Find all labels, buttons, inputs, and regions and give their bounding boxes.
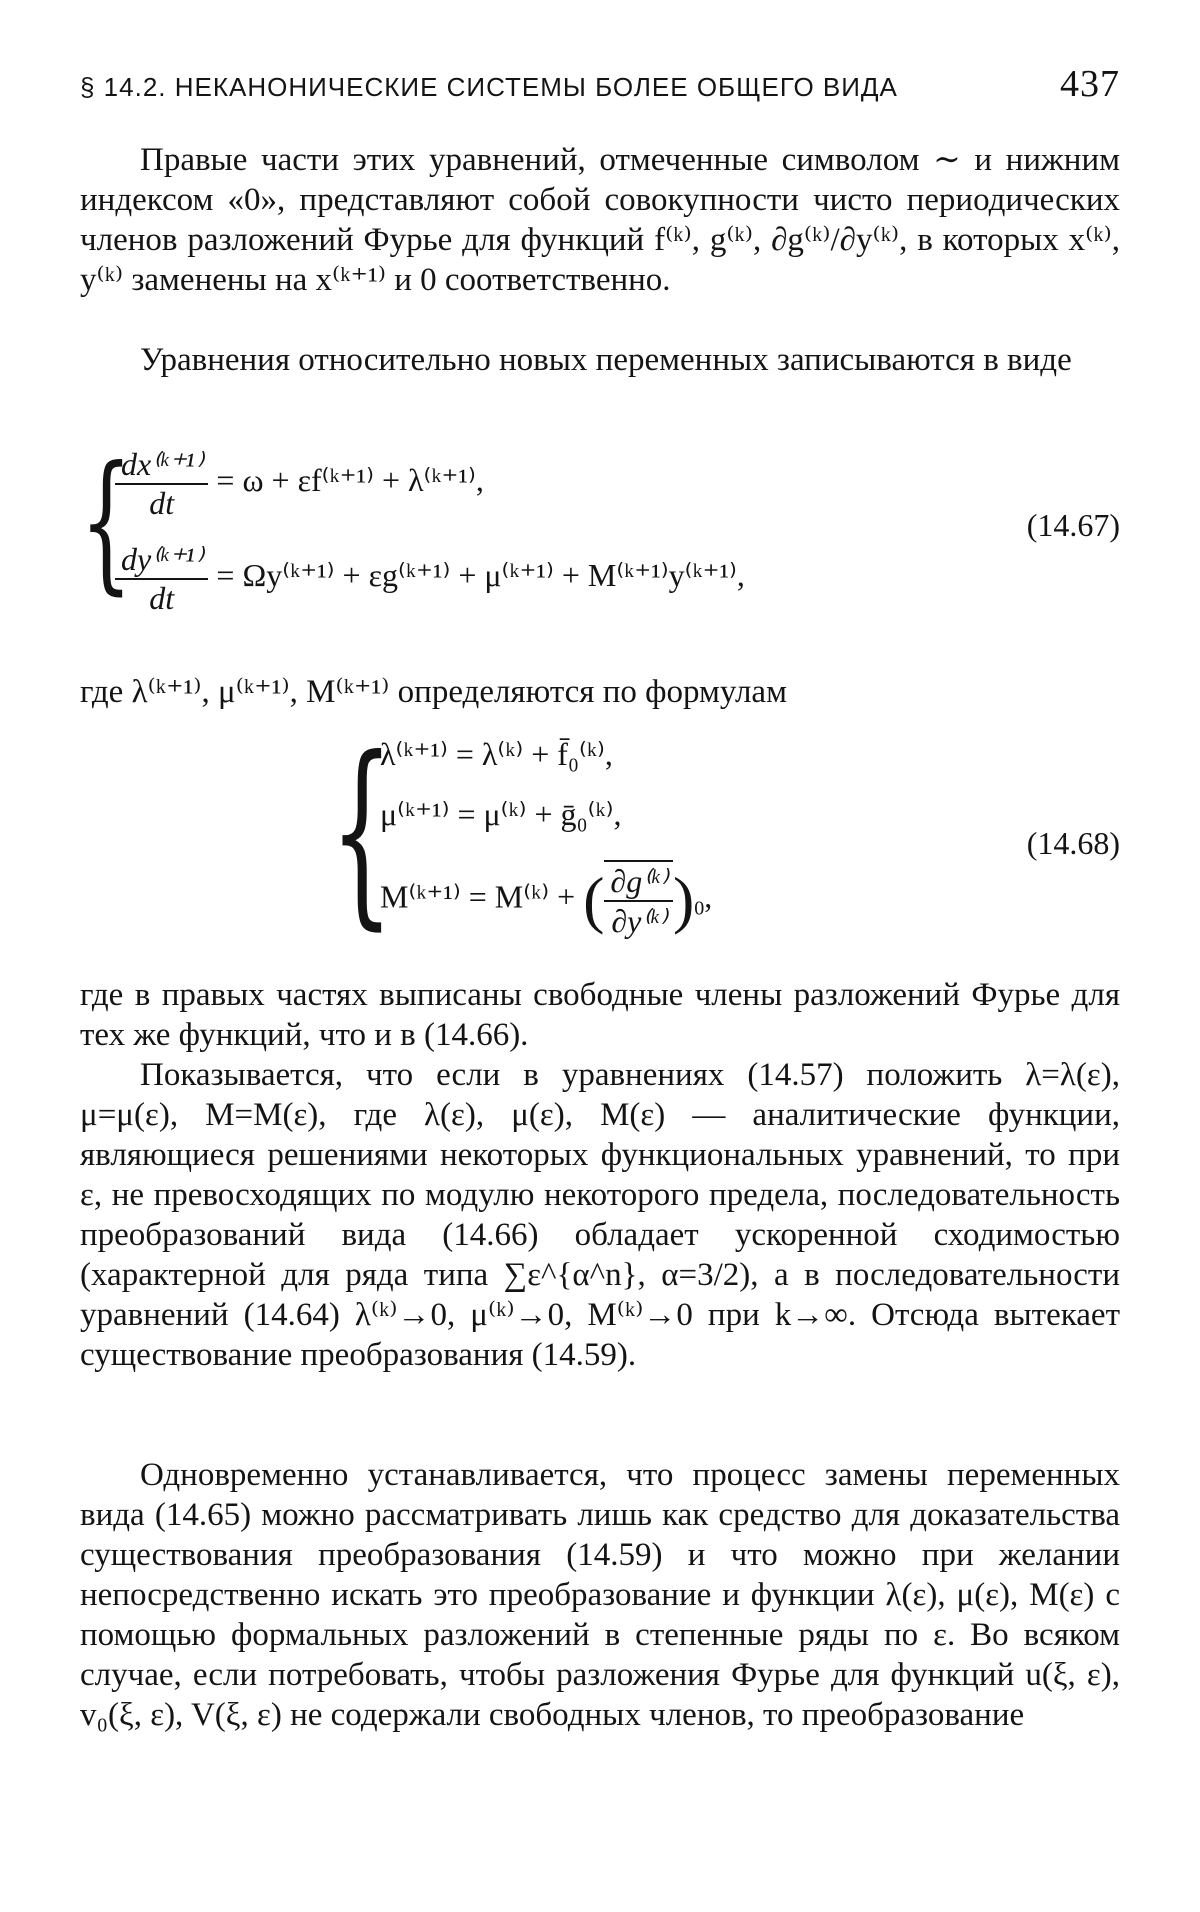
equation-14-67 <box>80 435 1120 625</box>
open-paren: ( <box>583 864 605 935</box>
paragraph-6: Одновременно устанавливается, что процесс замены переменных вида (14.65) можно рассматривать лишь как средство для доказательства существования преобразования (14.59) и что можно при желании непосредственно искать это преобразование и функции λ(ε), μ(ε), M(ε) с помощью формальных разложений в степенные ряды по ε. Во всяком случае, если потребовать, чтобы разложения Фурье для функций u(ξ, ε), v₀(ξ, ε), V(ξ, ε) не содержали свободных членов, то преобразование <box>80 1457 1120 1733</box>
fraction-denominator: dt <box>149 485 175 521</box>
paragraph-1: Правые части этих уравнений, отмеченные символом ∼ и нижним индексом «0», представляют собой совокупности чисто периодических членов разложений Фурье для функций f⁽ᵏ⁾, g⁽ᵏ⁾, ∂g⁽ᵏ⁾/∂y⁽ᵏ⁾, в которых x⁽ᵏ⁾, y⁽ᵏ⁾ заменены на x⁽ᵏ⁺¹⁾ и 0 соответственно. <box>80 142 1120 298</box>
close-paren: ) <box>672 864 695 935</box>
paragraph-5: Показывается, что если в уравнениях (14.57) положить λ=λ(ε), μ=μ(ε), M=M(ε), где λ(ε), μ(ε), M(ε) — аналитические функции, являющиеся решениями некоторых функциональных уравнений, то при ε, не превосходящих по модулю некоторого предела, последовательность преобразований вида (14.66) обладает ускоренной сходимостью (характерной для ряда типа ∑ε^{α^n}, α=3/2), а в последовательности уравнений (14.64) λ⁽ᵏ⁾→0, μ⁽ᵏ⁾→0, M⁽ᵏ⁾→0 при k→∞. Отсюда вытекает существование преобразования (14.59). <box>80 1057 1120 1373</box>
left-brace: { <box>330 715 394 948</box>
equation-line-2: μ⁽ᵏ⁺¹⁾ = μ⁽ᵏ⁾ + ḡ₀⁽ᵏ⁾, <box>380 796 622 832</box>
section-title: § 14.2. НЕКАНОНИЧЕСКИЕ СИСТЕМЫ БОЛЕЕ ОБЩЕГО ВИДА <box>80 72 898 102</box>
equation-line-1 <box>115 445 484 522</box>
running-header <box>80 62 1120 122</box>
equation-14-68 <box>80 715 1120 955</box>
paragraph-4: где в правых частях выписаны свободные члены разложений Фурье для тех же функций, что и в (14.66). <box>80 977 1120 1053</box>
fraction-numerator: dx⁽ᵏ⁺¹⁾ <box>115 445 208 485</box>
equation-rhs: = ω + εf⁽ᵏ⁺¹⁾ + λ⁽ᵏ⁺¹⁾, <box>216 461 484 498</box>
left-brace: { <box>80 435 133 609</box>
equation-line-3: M⁽ᵏ⁺¹⁾ = M⁽ᵏ⁾ + ( $\frac{\text{∂g⁽ᵏ⁾}}{\text{∂y⁽ᵏ⁾}}$ )$_0$, <box>380 860 712 940</box>
equation-line-2 <box>115 540 745 617</box>
fraction-denominator: ∂y⁽ᵏ⁾ <box>611 903 667 939</box>
partial-fraction <box>604 860 673 940</box>
equation-number: (14.68) <box>1026 825 1120 861</box>
paragraph-3: где λ⁽ᵏ⁺¹⁾, μ⁽ᵏ⁺¹⁾, M⁽ᵏ⁺¹⁾ определяются по формулам <box>80 674 787 710</box>
subscript-zero: 0 <box>694 897 705 920</box>
fraction-numerator: ∂g⁽ᵏ⁾ <box>604 860 673 902</box>
paragraph-2: Уравнения относительно новых переменных записываются в виде <box>140 342 1072 378</box>
equation-number: (14.67) <box>1026 507 1120 543</box>
page-number: 437 <box>1060 63 1120 105</box>
derivative-fraction <box>115 445 208 522</box>
fraction-denominator: dt <box>149 580 175 616</box>
derivative-fraction <box>115 540 208 617</box>
equation-line-1: λ⁽ᵏ⁺¹⁾ = λ⁽ᵏ⁾ + f̄₀⁽ᵏ⁾, <box>380 736 613 772</box>
equation-rhs: = Ωy⁽ᵏ⁺¹⁾ + εg⁽ᵏ⁺¹⁾ + μ⁽ᵏ⁺¹⁾ + M⁽ᵏ⁺¹⁾y⁽ᵏ⁺¹⁾, <box>216 556 745 593</box>
fraction-numerator: dy⁽ᵏ⁺¹⁾ <box>115 540 208 580</box>
equation-lhs: M⁽ᵏ⁺¹⁾ = M⁽ᵏ⁾ + <box>380 878 576 915</box>
